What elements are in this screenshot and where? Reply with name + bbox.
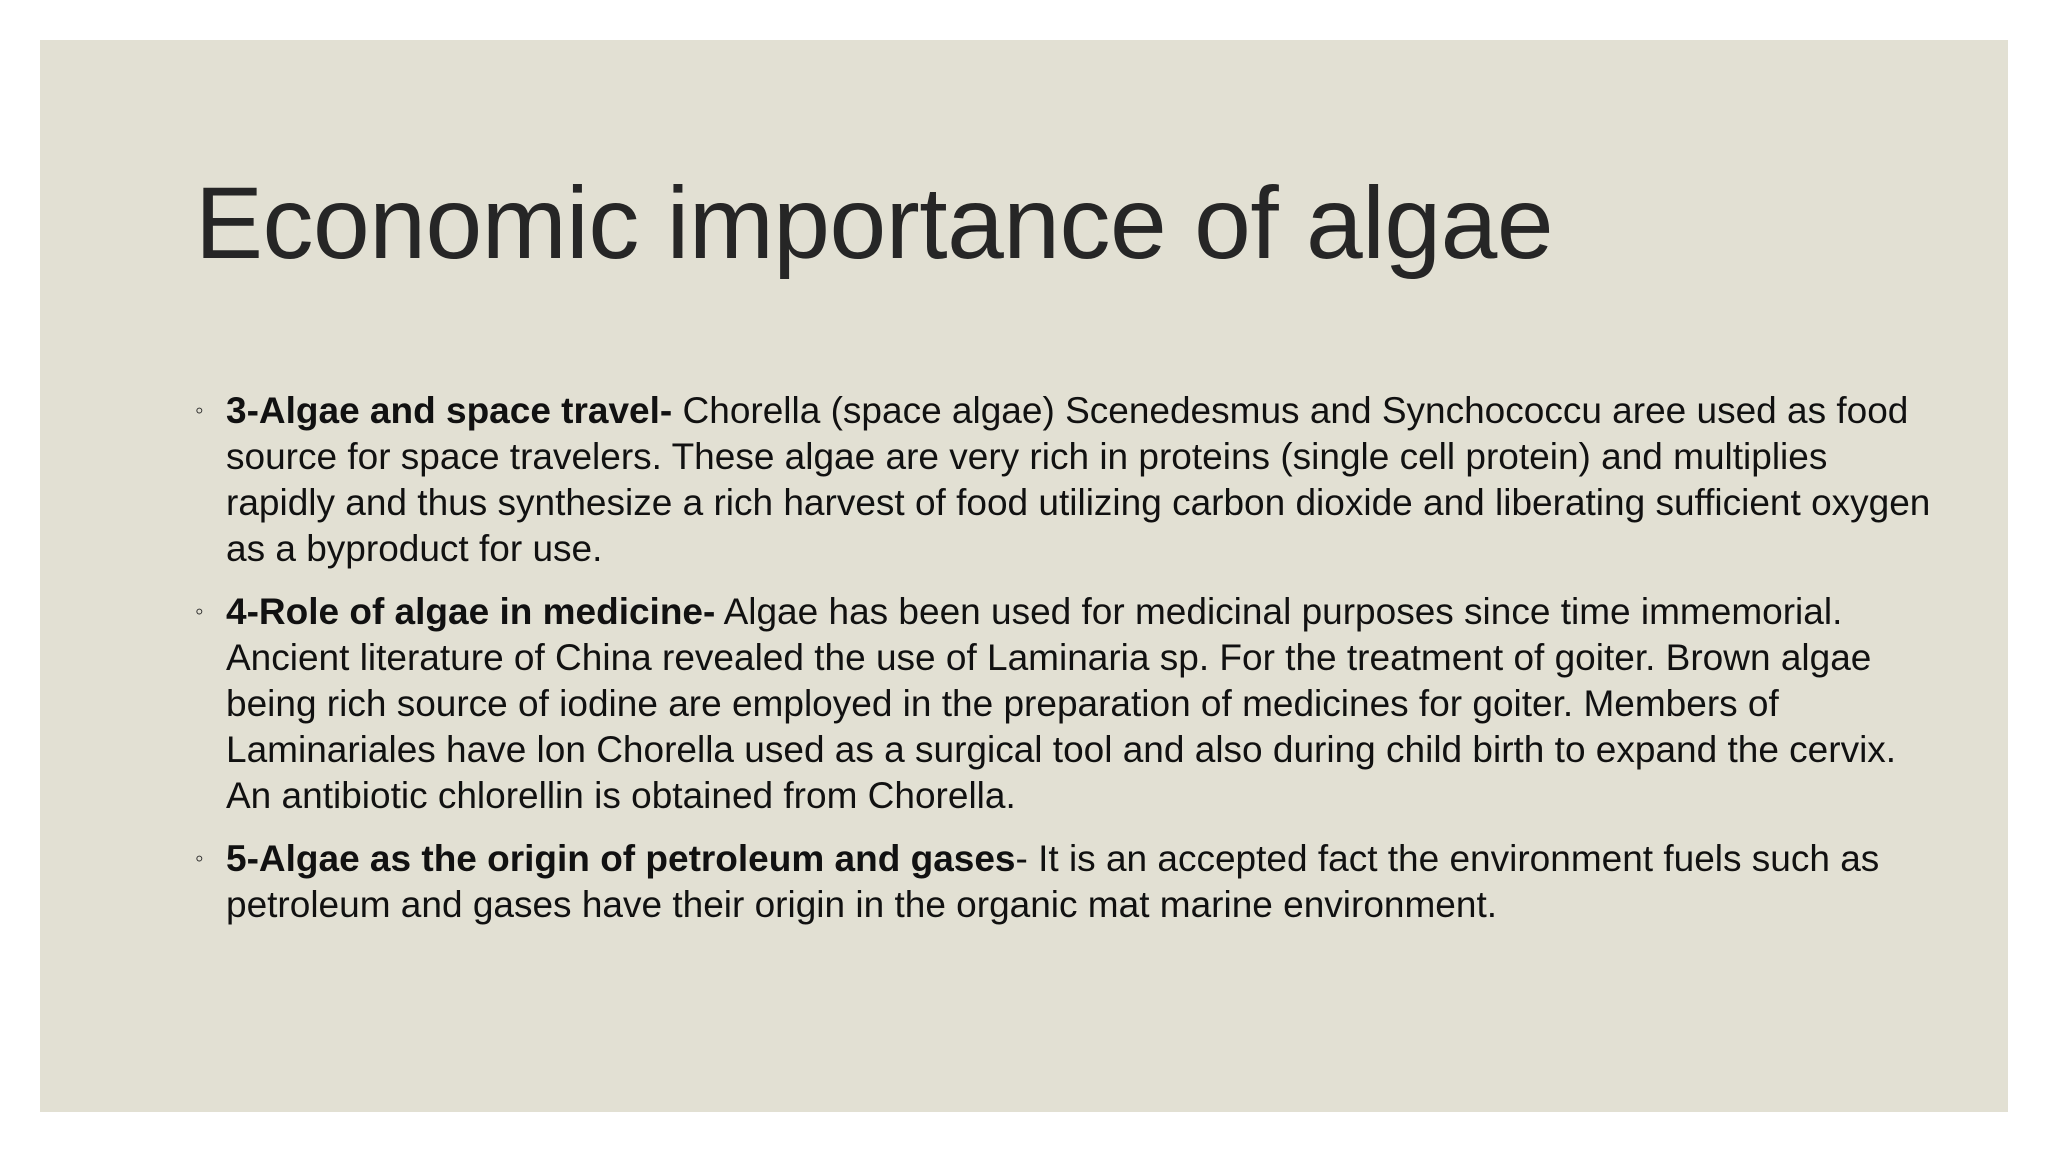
- bullet-circle-icon: ◦: [195, 845, 204, 872]
- bullet-item-medicine: [195, 589, 1935, 819]
- bullet-list: [195, 388, 1935, 945]
- bullet-heading: 3-Algae and space travel-: [226, 390, 673, 431]
- bullet-circle-icon: ◦: [195, 598, 204, 625]
- bullet-heading: 4-Role of algae in medicine-: [226, 591, 716, 632]
- slide-title: Economic importance of algae: [195, 166, 1554, 280]
- bullet-item-petroleum: [195, 836, 1935, 928]
- slide: [40, 40, 2008, 1112]
- bullet-item-space-travel: [195, 388, 1935, 572]
- bullet-text: - It is an accepted fact the environment fuels such as petroleum and gases have their origin in the organic mat marine environment.: [226, 838, 1880, 925]
- bullet-text: Algae has been used for medicinal purposes since time immemorial. Ancient literature of China revealed the use of Laminaria sp. For the treatment of goiter. Brown algae being rich source of iodine are employed in the preparation of medicines for goiter. Members of Laminariales have lon Chorella used as a surgical tool and also during child birth to expand the cervix. An antibiotic chlorellin is obtained from Chorella.: [226, 591, 1897, 816]
- bullet-heading: 5-Algae as the origin of petroleum and gases: [226, 838, 1016, 879]
- bullet-text: Chorella (space algae) Scenedesmus and Synchococcu aree used as food source for space travelers. These algae are very rich in proteins (single cell protein) and multiplies rapidly and thus synthesize a rich harvest of food utilizing carbon dioxide and liberating sufficient oxygen as a byproduct for use.: [226, 390, 1931, 569]
- bullet-circle-icon: ◦: [195, 397, 204, 424]
